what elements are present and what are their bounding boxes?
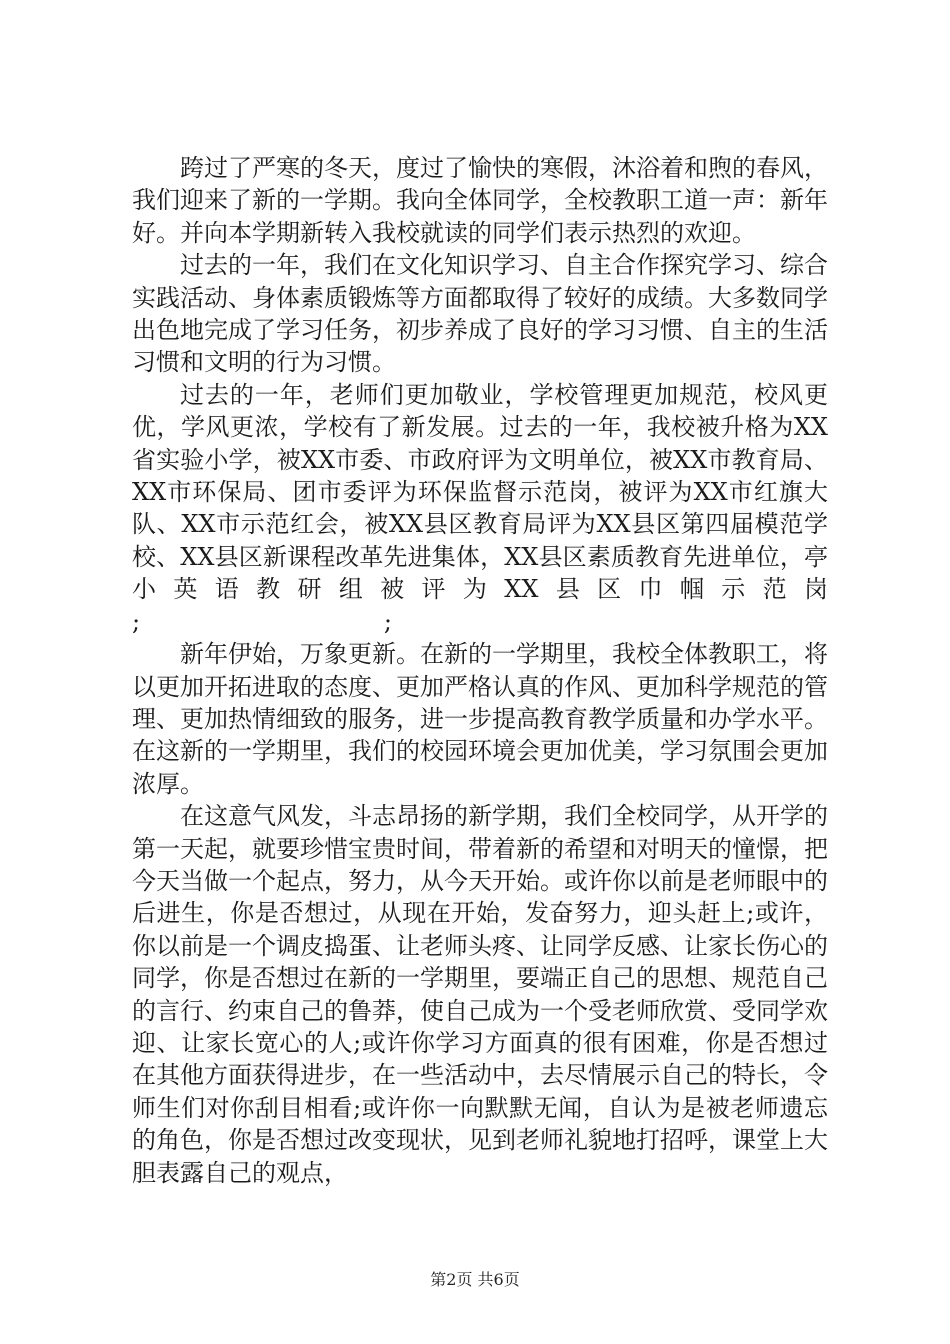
semicolon-line bbox=[132, 606, 392, 638]
paragraph-3: 过去的一年，老师们更加敬业，学校管理更加规范，校风更优，学风更浓，学校有了新发展。过去的一年，我校被升格为XX省实验小学，被XX市委、市政府评为文明单位，被XX市教育局、XX市环保局、团市委评为环保监督示范岗，被评为XX市红旗大队、XX市示范红会，被XX县区教育局评为XX县区第四届模范学校、XX县区新课程改革先进集体，XX县区素质教育先进单位，亭小英语教研组被评为XX县区巾帼示范岗 bbox=[132, 380, 828, 604]
document-body bbox=[132, 152, 828, 1189]
semicolon-left: ; bbox=[132, 607, 141, 636]
semicolon-right: ; bbox=[383, 607, 392, 636]
page-footer: 第2页 共6页 bbox=[430, 1270, 520, 1289]
paragraph-4: 新年伊始，万象更新。在新的一学期里，我校全体教职工，将以更加开拓进取的态度、更加严格认真的作风、更加科学规范的管理、更加热情细致的服务，进一步提高教育教学质量和办学水平。在这新的一学期里，我们的校园环境会更加优美，学习氛围会更加浓厚。 bbox=[132, 640, 828, 798]
paragraph-1: 跨过了严寒的冬天，度过了愉快的寒假，沐浴着和煦的春风，我们迎来了新的一学期。我向全体同学，全校教职工道一声：新年好。并向本学期新转入我校就读的同学们表示热烈的欢迎。 bbox=[132, 154, 828, 247]
paragraph-5: 在这意气风发，斗志昂扬的新学期，我们全校同学，从开学的第一天起，就要珍惜宝贵时间，带着新的希望和对明天的憧憬，把今天当做一个起点，努力，从今天开始。或许你以前是老师眼中的后进生，你是否想过，从现在开始，发奋努力，迎头赶上;或许，你以前是一个调皮捣蛋、让老师头疼、让同学反感、让家长伤心的同学，你是否想过在新的一学期里，要端正自己的思想、规范自己的言行、约束自己的鲁莽，使自己成为一个受老师欣赏、受同学欢迎、让家长宽心的人;或许你学习方面真的很有困难，你是否想过在其他方面获得进步，在一些活动中，去尽情展示自己的特长，令师生们对你刮目相看;或许你一向默默无闻，自认为是被老师遗忘的角色，你是否想过改变现状，见到老师礼貌地打招呼，课堂上大胆表露自己的观点， bbox=[132, 802, 828, 1187]
paragraph-2: 过去的一年，我们在文化知识学习、自主合作探究学习、综合实践活动、身体素质锻炼等方面都取得了较好的成绩。大多数同学出色地完成了学习任务，初步养成了良好的学习习惯、自主的生活习惯和文明的行为习惯。 bbox=[132, 251, 828, 377]
